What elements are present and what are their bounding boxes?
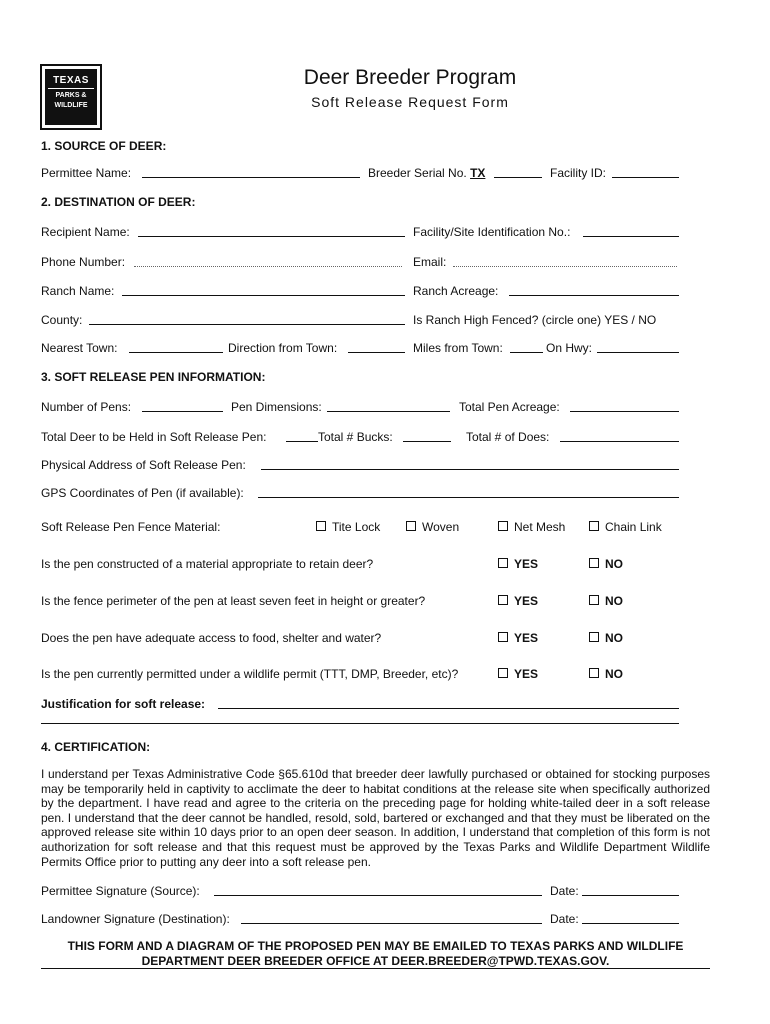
facility-id-label: Facility ID: [550,166,607,180]
checkbox-icon[interactable] [498,595,508,605]
checkbox-icon[interactable] [498,521,508,531]
question-1-yes[interactable]: YES [498,557,538,571]
total-bucks-label: Total # Bucks: [318,430,393,444]
material-woven-option[interactable]: Woven [406,520,459,534]
landowner-date-label: Date: [550,912,579,926]
gps-field[interactable] [258,497,679,498]
landowner-signature-field[interactable] [241,923,542,924]
section-4-heading: 4. CERTIFICATION: [41,740,151,754]
checkbox-icon[interactable] [498,558,508,568]
section-2-heading: 2. DESTINATION OF DEER: [41,195,196,209]
total-does-label: Total # of Does: [466,430,550,444]
ranch-acreage-field[interactable] [509,295,679,296]
question-2: Is the fence perimeter of the pen at least seven feet in height or greater? [41,594,426,608]
breeder-serial-field[interactable] [494,177,542,178]
recipient-name-label: Recipient Name: [41,225,130,239]
on-hwy-field[interactable] [597,352,679,353]
nearest-town-field[interactable] [129,352,223,353]
phone-label: Phone Number: [41,255,126,269]
justification-label: Justification for soft release: [41,697,206,711]
logo-line-2: PARKS & [55,92,87,99]
pen-dimensions-label: Pen Dimensions: [231,400,322,414]
question-1-no[interactable]: NO [589,557,623,571]
facility-id-field[interactable] [612,177,679,178]
question-4: Is the pen currently permitted under a wildlife permit (TTT, DMP, Breeder, etc)? [41,667,459,681]
material-tite-lock-option[interactable]: Tite Lock [316,520,380,534]
landowner-signature-label: Landowner Signature (Destination): [41,912,230,926]
ranch-acreage-label: Ranch Acreage: [413,284,499,298]
high-fenced-question[interactable]: Is Ranch High Fenced? (circle one) YES / NO [413,313,657,327]
recipient-name-field[interactable] [138,236,405,237]
material-chain-link-option[interactable]: Chain Link [589,520,662,534]
on-hwy-label: On Hwy: [546,341,593,355]
direction-field[interactable] [348,352,405,353]
permittee-signature-field[interactable] [214,895,542,896]
breeder-serial-label: Breeder Serial No. TX [368,166,486,180]
permittee-date-field[interactable] [582,895,679,896]
question-3-yes[interactable]: YES [498,631,538,645]
justification-field-1[interactable] [218,708,679,709]
checkbox-icon[interactable] [316,521,326,531]
question-1: Is the pen constructed of a material appropriate to retain deer? [41,557,374,571]
question-4-no[interactable]: NO [589,667,623,681]
checkbox-icon[interactable] [589,595,599,605]
facility-site-id-label: Facility/Site Identification No.: [413,225,571,239]
permittee-name-field[interactable] [142,177,360,178]
checkbox-icon[interactable] [589,668,599,678]
total-bucks-field[interactable] [403,441,451,442]
section-3-heading: 3. SOFT RELEASE PEN INFORMATION: [41,370,266,384]
question-2-no[interactable]: NO [589,594,623,608]
form-subtitle: Soft Release Request Form [311,94,509,110]
justification-field-2[interactable] [41,723,679,724]
fence-material-label: Soft Release Pen Fence Material: [41,520,221,534]
email-field[interactable] [453,266,677,267]
checkbox-icon[interactable] [589,632,599,642]
footer-notice [41,939,710,969]
county-label: County: [41,313,83,327]
county-field[interactable] [89,324,405,325]
logo-line-3: WILDLIFE [54,102,88,109]
email-label: Email: [413,255,447,269]
serial-prefix: TX [470,166,486,180]
material-net-mesh-option[interactable]: Net Mesh [498,520,565,534]
ranch-name-field[interactable] [122,295,405,296]
landowner-date-field[interactable] [582,923,679,924]
total-acreage-field[interactable] [570,411,679,412]
question-4-yes[interactable]: YES [498,667,538,681]
question-2-yes[interactable]: YES [498,594,538,608]
gps-label: GPS Coordinates of Pen (if available): [41,486,244,500]
form-title: Deer Breeder Program [303,66,517,89]
phone-field[interactable] [134,266,402,267]
ranch-name-label: Ranch Name: [41,284,115,298]
question-3: Does the pen have adequate access to food, shelter and water? [41,631,382,645]
permittee-name-label: Permittee Name: [41,166,132,180]
permittee-date-label: Date: [550,884,579,898]
miles-label: Miles from Town: [413,341,503,355]
checkbox-icon[interactable] [589,521,599,531]
footer-line-1: THIS FORM AND A DIAGRAM OF THE PROPOSED PEN MAY BE EMAILED TO TEXAS PARKS AND WILDLIFE [67,939,684,953]
checkbox-icon[interactable] [406,521,416,531]
total-acreage-label: Total Pen Acreage: [459,400,560,414]
pen-dimensions-field[interactable] [327,411,450,412]
certification-text: I understand per Texas Administrative Code §65.610d that breeder deer lawfully purchased or obtained for stocking purposes may be temporarily held in captivity to acclimate the deer to habitat conditions at the release site when specifically authorized by the department. I have read and agree to the criteria on the preceding page for holding white-tailed deer in a soft release pen. I understand that the deer cannot be handled, resold, sold, bartered or exchanged and that they must be liberated on the approved release site within 10 days prior to an open deer season. In addition, I understand that completion of this form is not authorization for soft release and that this request must be approved by the Texas Parks and Wildlife Department Wildlife Permits Office prior to putting any deer into a soft release pen. [41,767,710,869]
num-pens-label: Number of Pens: [41,400,132,414]
logo-line-1: TEXAS [48,75,94,89]
footer-rule [41,968,710,969]
section-1-heading: 1. SOURCE OF DEER: [41,139,167,153]
address-label: Physical Address of Soft Release Pen: [41,458,246,472]
address-field[interactable] [261,469,679,470]
num-pens-field[interactable] [142,411,223,412]
permittee-signature-label: Permittee Signature (Source): [41,884,200,898]
nearest-town-label: Nearest Town: [41,341,118,355]
footer-line-2: DEPARTMENT DEER BREEDER OFFICE AT DEER.BREEDER@TPWD.TEXAS.GOV. [141,954,610,968]
question-3-no[interactable]: NO [589,631,623,645]
total-deer-field[interactable] [286,441,318,442]
facility-site-id-field[interactable] [583,236,679,237]
total-does-field[interactable] [560,441,679,442]
direction-label: Direction from Town: [228,341,338,355]
checkbox-icon[interactable] [498,632,508,642]
checkbox-icon[interactable] [498,668,508,678]
checkbox-icon[interactable] [589,558,599,568]
total-deer-label: Total Deer to be Held in Soft Release Pen: [41,430,267,444]
miles-field[interactable] [510,352,543,353]
